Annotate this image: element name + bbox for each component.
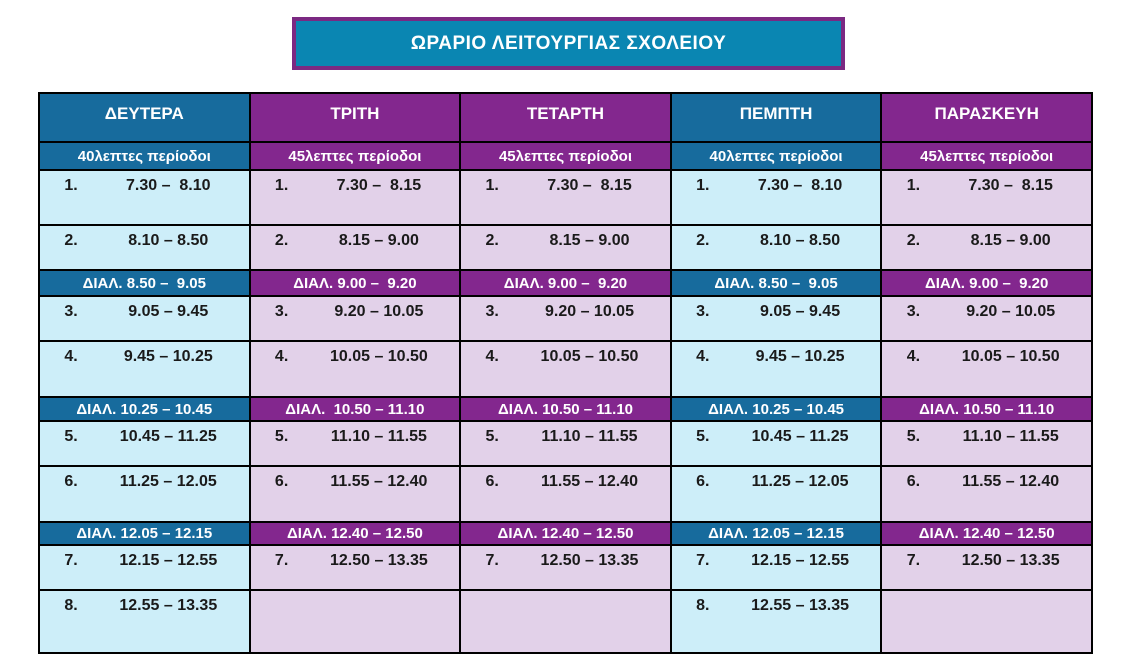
- period-time: 7.30 – 8.10: [757, 177, 843, 194]
- day-column-thursday: [670, 94, 881, 652]
- period-number: 5.: [906, 428, 921, 445]
- period-row-1: [251, 169, 460, 224]
- period-row-1: [40, 169, 249, 224]
- period-number: 3.: [64, 303, 78, 320]
- period-number: 4.: [64, 348, 78, 365]
- period-number: 3.: [696, 303, 710, 320]
- period-time: 11.25 – 12.05: [751, 473, 849, 490]
- period-row-1: [461, 169, 670, 224]
- period-row-2: [40, 224, 249, 269]
- period-number: 2.: [696, 232, 710, 249]
- period-time: 7.30 – 8.15: [336, 177, 422, 194]
- period-row-3: [672, 295, 881, 340]
- period-row-7: [882, 544, 1091, 589]
- day-header: ΤΕΤΑΡΤΗ: [461, 94, 670, 141]
- period-row-5: [882, 420, 1091, 465]
- period-row-6: [672, 465, 881, 521]
- period-row-4: [461, 340, 670, 396]
- period-row-3: [251, 295, 460, 340]
- period-row-3: [40, 295, 249, 340]
- period-number: 6.: [906, 473, 921, 490]
- period-time: 7.30 – 8.10: [126, 177, 211, 194]
- period-length-label: 40λεπτες περίοδοι: [40, 141, 249, 169]
- period-time: 9.05 – 9.45: [128, 303, 209, 320]
- period-row-8: [882, 589, 1091, 652]
- period-row-1: [882, 169, 1091, 224]
- period-time: 7.30 – 8.15: [547, 177, 632, 194]
- period-time: 12.50 – 13.35: [540, 552, 639, 569]
- day-column-friday: [880, 94, 1091, 652]
- period-time: 11.10 – 11.55: [330, 428, 427, 445]
- period-time: 12.50 – 13.35: [329, 552, 428, 569]
- period-time: 8.15 – 9.00: [549, 232, 630, 249]
- period-number: 1.: [485, 177, 499, 194]
- period-time: 11.55 – 12.40: [962, 473, 1060, 490]
- period-number: 3.: [906, 303, 921, 320]
- period-row-7: [672, 544, 881, 589]
- period-length-label: 45λεπτες περίοδοι: [882, 141, 1091, 169]
- day-header: ΠΕΜΠΤΗ: [672, 94, 881, 141]
- period-length-label: 45λεπτες περίοδοι: [461, 141, 670, 169]
- day-header: ΤΡΙΤΗ: [251, 94, 460, 141]
- break-row-2: ΔΙΑΛ. 10.50 – 11.10: [882, 396, 1091, 420]
- break-row-1: ΔΙΑΛ. 8.50 – 9.05: [40, 269, 249, 295]
- period-time: 10.05 – 10.50: [540, 348, 639, 365]
- period-row-4: [40, 340, 249, 396]
- period-time: 9.45 – 10.25: [123, 348, 213, 365]
- timetable: [38, 92, 1093, 654]
- period-row-6: [251, 465, 460, 521]
- period-number: 5.: [696, 428, 710, 445]
- period-number: 3.: [274, 303, 289, 320]
- period-row-1: [672, 169, 881, 224]
- period-row-7: [461, 544, 670, 589]
- period-time: 10.05 – 10.50: [329, 348, 428, 365]
- break-row-3: ΔΙΑΛ. 12.40 – 12.50: [251, 521, 460, 544]
- period-row-8: [40, 589, 249, 652]
- period-number: 7.: [696, 552, 710, 569]
- period-time: 11.55 – 12.40: [330, 473, 428, 490]
- period-number: 2.: [485, 232, 499, 249]
- period-time: 9.05 – 9.45: [760, 303, 841, 320]
- period-number: 6.: [485, 473, 499, 490]
- period-time: 11.10 – 11.55: [962, 428, 1059, 445]
- period-row-8: [672, 589, 881, 652]
- break-row-2: ΔΙΑΛ. 10.25 – 10.45: [672, 396, 881, 420]
- period-time: 11.10 – 11.55: [541, 428, 638, 445]
- break-row-3: ΔΙΑΛ. 12.05 – 12.15: [672, 521, 881, 544]
- period-number: 7.: [64, 552, 78, 569]
- period-length-label: 45λεπτες περίοδοι: [251, 141, 460, 169]
- period-row-5: [672, 420, 881, 465]
- period-number: 1.: [906, 177, 921, 194]
- period-time: 10.45 – 11.25: [751, 428, 849, 445]
- day-column-wednesday: [459, 94, 670, 652]
- period-time: 11.55 – 12.40: [540, 473, 638, 490]
- period-time: 7.30 – 8.15: [968, 177, 1053, 194]
- period-row-2: [251, 224, 460, 269]
- period-number: 3.: [485, 303, 499, 320]
- period-row-3: [882, 295, 1091, 340]
- period-number: 6.: [696, 473, 710, 490]
- period-number: 1.: [64, 177, 78, 194]
- day-column-monday: [40, 94, 249, 652]
- period-number: 5.: [64, 428, 78, 445]
- break-row-3: ΔΙΑΛ. 12.40 – 12.50: [882, 521, 1091, 544]
- period-number: 4.: [906, 348, 921, 365]
- period-time: 9.20 – 10.05: [334, 303, 424, 320]
- period-number: 2.: [906, 232, 921, 249]
- period-number: 7.: [274, 552, 289, 569]
- period-time: 9.45 – 10.25: [755, 348, 845, 365]
- day-header: ΔΕΥΤΕΡΑ: [40, 94, 249, 141]
- period-time: 12.55 – 13.35: [751, 597, 850, 614]
- period-row-6: [40, 465, 249, 521]
- period-row-5: [461, 420, 670, 465]
- period-time: 10.45 – 11.25: [119, 428, 217, 445]
- period-number: 4.: [485, 348, 499, 365]
- period-row-4: [672, 340, 881, 396]
- period-time: 8.10 – 8.50: [760, 232, 841, 249]
- break-row-2: ΔΙΑΛ. 10.25 – 10.45: [40, 396, 249, 420]
- period-time: 8.15 – 9.00: [970, 232, 1051, 249]
- page-title: ΩΡΑΡΙΟ ΛΕΙΤΟΥΡΓΙΑΣ ΣΧΟΛΕΙΟΥ: [292, 17, 845, 70]
- period-number: 2.: [274, 232, 289, 249]
- period-number: 4.: [696, 348, 710, 365]
- period-row-6: [882, 465, 1091, 521]
- period-number: 8.: [64, 597, 78, 614]
- period-row-4: [251, 340, 460, 396]
- day-header: ΠΑΡΑΣΚΕΥΗ: [882, 94, 1091, 141]
- period-row-2: [882, 224, 1091, 269]
- period-time: 8.10 – 8.50: [128, 232, 209, 249]
- period-time: 9.20 – 10.05: [966, 303, 1056, 320]
- period-row-6: [461, 465, 670, 521]
- period-row-8: [461, 589, 670, 652]
- period-time: 11.25 – 12.05: [119, 473, 217, 490]
- break-row-1: ΔΙΑΛ. 9.00 – 9.20: [882, 269, 1091, 295]
- period-number: 8.: [696, 597, 710, 614]
- period-number: 6.: [274, 473, 289, 490]
- break-row-1: ΔΙΑΛ. 9.00 – 9.20: [461, 269, 670, 295]
- period-length-label: 40λεπτες περίοδοι: [672, 141, 881, 169]
- period-number: 6.: [64, 473, 78, 490]
- period-row-5: [40, 420, 249, 465]
- period-row-7: [251, 544, 460, 589]
- period-time: 12.50 – 13.35: [961, 552, 1060, 569]
- period-row-5: [251, 420, 460, 465]
- period-number: 7.: [906, 552, 921, 569]
- break-row-2: ΔΙΑΛ. 10.50 – 11.10: [461, 396, 670, 420]
- period-number: 2.: [64, 232, 78, 249]
- break-row-1: ΔΙΑΛ. 9.00 – 9.20: [251, 269, 460, 295]
- period-row-7: [40, 544, 249, 589]
- period-row-3: [461, 295, 670, 340]
- break-row-3: ΔΙΑΛ. 12.05 – 12.15: [40, 521, 249, 544]
- break-row-2: ΔΙΑΛ. 10.50 – 11.10: [251, 396, 460, 420]
- period-number: 7.: [485, 552, 499, 569]
- period-time: 10.05 – 10.50: [961, 348, 1060, 365]
- period-number: 1.: [274, 177, 289, 194]
- period-number: 1.: [696, 177, 710, 194]
- day-column-tuesday: [249, 94, 460, 652]
- period-number: 5.: [274, 428, 289, 445]
- period-time: 9.20 – 10.05: [545, 303, 634, 320]
- break-row-3: ΔΙΑΛ. 12.40 – 12.50: [461, 521, 670, 544]
- period-time: 12.15 – 12.55: [751, 552, 850, 569]
- period-number: 5.: [485, 428, 499, 445]
- period-row-2: [461, 224, 670, 269]
- break-row-1: ΔΙΑΛ. 8.50 – 9.05: [672, 269, 881, 295]
- period-time: 12.15 – 12.55: [119, 552, 218, 569]
- period-time: 8.15 – 9.00: [338, 232, 419, 249]
- period-row-2: [672, 224, 881, 269]
- period-time: 12.55 – 13.35: [119, 597, 218, 614]
- period-row-4: [882, 340, 1091, 396]
- period-row-8: [251, 589, 460, 652]
- period-number: 4.: [274, 348, 289, 365]
